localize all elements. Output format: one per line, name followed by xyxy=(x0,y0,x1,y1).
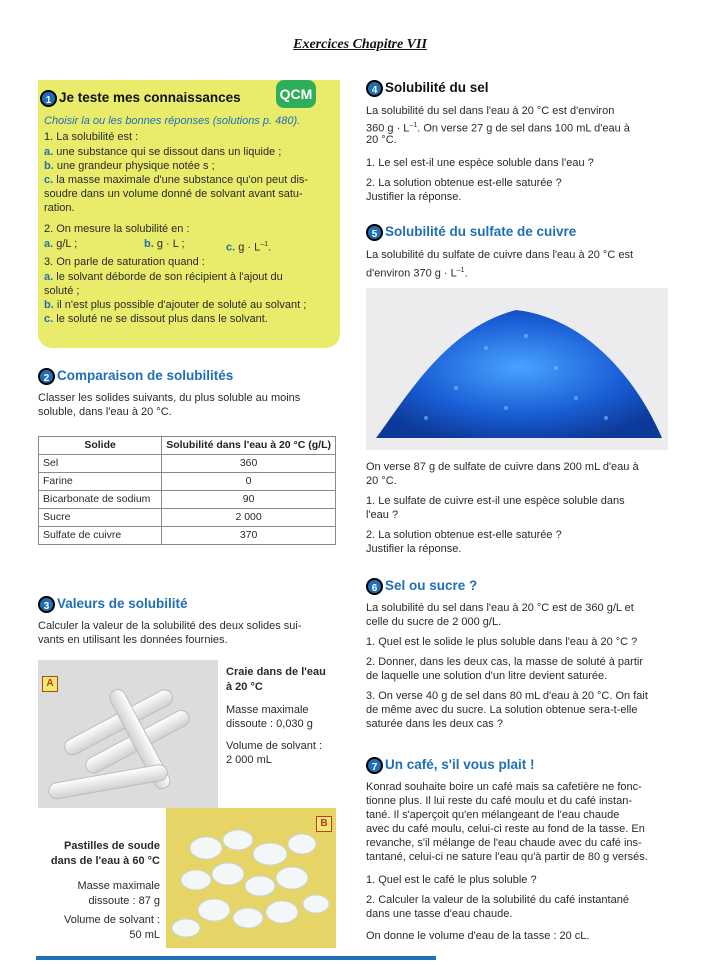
ex2-line1: Classer les solides suivants, du plus soluble au moins xyxy=(38,392,301,404)
soda-volume-line1: Volume de solvant : xyxy=(63,914,160,926)
ex7-line1: Konrad souhaite boire un café mais sa cafetière ne fonc- xyxy=(366,781,642,793)
qcm-q3-option-a xyxy=(44,271,283,284)
option-text: g · L ; xyxy=(153,238,185,250)
table-cell-solide: Sulfate de cuivre xyxy=(39,527,162,545)
qcm-q2-option-a xyxy=(44,238,77,251)
ex7-q2-line2: dans une tasse d'eau chaude. xyxy=(366,908,513,920)
qcm-q3-option-c xyxy=(44,313,268,326)
table-header-solubility: Solubilité dans l'eau à 20 °C (g/L) xyxy=(162,437,336,455)
ex7-line2: tionne plus. Il lui reste du café moulu et du café instan- xyxy=(366,795,632,807)
qcm-q1-option-c-line2: soudre dans un volume donné de solvant avant satu- xyxy=(44,188,303,200)
ex6-q3: 3. On verse 40 g de sel dans 80 mL d'eau à 20 °C. On fait xyxy=(366,690,648,702)
soda-mass-line1: Masse maximale xyxy=(77,880,160,892)
exercise-3-title: Valeurs de solubilité xyxy=(57,596,188,612)
option-text: g · L xyxy=(235,241,261,254)
ex5-q2: 2. La solution obtenue est-elle saturée ? xyxy=(366,529,562,541)
ex6-line2: celle du sucre de 2 000 g/L. xyxy=(366,616,502,628)
table-cell-value: 370 xyxy=(162,527,336,545)
option-letter: c. xyxy=(44,174,54,186)
ex4-line2 xyxy=(366,119,630,136)
page-title: Exercices Chapitre VII xyxy=(293,37,427,52)
ex7-q2: 2. Calculer la valeur de la solubilité du café instantané xyxy=(366,894,629,906)
ex7-line4: avec du café moulu, celui-ci reste au fond de la tasse. En xyxy=(366,823,645,835)
exercise-5-title: Solubilité du sulfate de cuivre xyxy=(385,224,577,240)
text-part: 360 g · L xyxy=(366,122,410,135)
soda-title-line1: Pastilles de soude xyxy=(64,840,160,852)
exercise-4-heading xyxy=(366,80,489,97)
copper-sulfate-photo xyxy=(366,288,668,450)
qcm-q3-option-a-line2: soluté ; xyxy=(44,285,80,297)
exponent: –1 xyxy=(260,241,269,248)
table-header-row xyxy=(39,437,336,455)
option-letter: a. xyxy=(44,238,54,250)
chalk-title-line1: Craie dans de l'eau xyxy=(226,666,326,678)
qcm-badge: QCM xyxy=(276,80,316,108)
ex5-q1-line2: l'eau ? xyxy=(366,509,399,521)
table-cell-solide: Bicarbonate de sodium xyxy=(39,491,162,509)
chalk-volume-line1: Volume de solvant : xyxy=(226,740,323,752)
option-letter: a. xyxy=(44,146,54,158)
option-text: une grandeur physique notée s ; xyxy=(53,160,215,172)
soda-mass-line2: dissoute : 87 g xyxy=(88,895,160,907)
ex5-after2: 20 °C. xyxy=(366,475,397,487)
exercise-7-heading xyxy=(366,757,535,774)
exercise-number-badge: 5 xyxy=(366,224,383,241)
option-text: le soluté ne se dissout plus dans le solvant. xyxy=(53,313,268,325)
exercise-6-title: Sel ou sucre ? xyxy=(385,578,478,594)
table-row xyxy=(39,473,336,491)
ex4-line1: La solubilité du sel dans l'eau à 20 °C est d'environ xyxy=(366,105,615,117)
option-text: le solvant déborde de son récipient à l'ajout du xyxy=(53,271,283,283)
ex4-line3: 20 °C. xyxy=(366,134,397,146)
option-letter: a. xyxy=(44,271,54,283)
option-text-end: . xyxy=(268,241,272,254)
table-row xyxy=(39,455,336,473)
solubility-table xyxy=(38,436,336,545)
qcm-intro: Choisir la ou les bonnes réponses (solutions p. 480). xyxy=(44,115,301,127)
photo-tag-a: A xyxy=(42,676,58,692)
soda-pellets-photo xyxy=(166,808,336,948)
exercise-5-heading xyxy=(366,224,576,241)
exponent: –1 xyxy=(456,267,465,274)
photo-tag-b: B xyxy=(316,816,332,832)
table-cell-value: 2 000 xyxy=(162,509,336,527)
page-footer-bar xyxy=(36,956,436,960)
ex6-q2: 2. Donner, dans les deux cas, la masse de soluté à partir xyxy=(366,656,643,668)
exercise-7-title: Un café, s'il vous plait ! xyxy=(385,757,535,773)
ex6-q1: 1. Quel est le solide le plus soluble dans l'eau à 20 °C ? xyxy=(366,636,638,648)
qcm-q2-option-b xyxy=(144,238,185,251)
table-header-solide: Solide xyxy=(39,437,162,455)
ex7-line6: tantané, celui-ci ne sature l'eau qu'à partir de 80 g versés. xyxy=(366,851,648,863)
exercise-2-title: Comparaison de solubilités xyxy=(57,368,234,384)
table-row xyxy=(39,509,336,527)
qcm-q2: 2. On mesure la solubilité en : xyxy=(44,223,190,235)
text-part: . xyxy=(464,267,468,280)
qcm-q2-option-c xyxy=(226,238,271,255)
qcm-q1-option-b xyxy=(44,160,215,173)
ex6-q3-line3: saturée dans les deux cas ? xyxy=(366,718,503,730)
table-row xyxy=(39,527,336,545)
ex5-q1: 1. Le sulfate de cuivre est-il une espèce soluble dans xyxy=(366,495,625,507)
table-row xyxy=(39,491,336,509)
qcm-q1-option-a xyxy=(44,146,281,159)
chalk-title-line2: à 20 °C xyxy=(226,681,263,693)
chalk-volume-line2: 2 000 mL xyxy=(226,754,272,766)
ex5-line1: La solubilité du sulfate de cuivre dans l'eau à 20 °C est xyxy=(366,249,633,261)
exercise-number-badge: 7 xyxy=(366,757,383,774)
ex4-q2: 2. La solution obtenue est-elle saturée ? xyxy=(366,177,562,189)
ex6-q2-line2: de laquelle une solution d'un litre devient saturée. xyxy=(366,670,608,682)
chalk-mass-line2: dissoute : 0,030 g xyxy=(226,718,313,730)
ex5-after1: On verse 87 g de sulfate de cuivre dans 200 mL d'eau à xyxy=(366,461,639,473)
exercise-2-heading xyxy=(38,368,233,385)
ex3-line1: Calculer la valeur de la solubilité des deux solides sui- xyxy=(38,620,302,632)
table-cell-value: 360 xyxy=(162,455,336,473)
text-part: d'environ 370 g · L xyxy=(366,267,457,280)
qcm-q1-option-c xyxy=(44,174,308,187)
ex6-q3-line2: de même avec du sucre. La solution obtenue sera-t-elle xyxy=(366,704,638,716)
chalk-mass-line1: Masse maximale xyxy=(226,704,309,716)
ex5-line2 xyxy=(366,264,468,281)
ex4-q1: 1. Le sel est-il une espèce soluble dans l'eau ? xyxy=(366,157,594,169)
copper-sulfate-pile-illustration xyxy=(366,288,668,450)
ex7-line5: revanche, s'il mélange de l'eau chaude avec du café ins- xyxy=(366,837,642,849)
ex2-line2: soluble, dans l'eau à 20 °C. xyxy=(38,406,172,418)
option-text: une substance qui se dissout dans un liquide ; xyxy=(53,146,282,158)
exercise-number-badge: 3 xyxy=(38,596,55,613)
table-cell-solide: Sucre xyxy=(39,509,162,527)
exercise-1-title: Je teste mes connaissances xyxy=(59,90,241,106)
chalk-photo xyxy=(38,660,218,808)
ex5-q2-justify: Justifier la réponse. xyxy=(366,543,462,555)
ex6-line1: La solubilité du sel dans l'eau à 20 °C est de 360 g/L et xyxy=(366,602,634,614)
ex7-line3: tané. Il s'aperçoit qu'en mélangeant de l'eau chaude xyxy=(366,809,620,821)
option-letter: b. xyxy=(44,160,54,172)
exercise-number-badge: 2 xyxy=(38,368,55,385)
option-letter: c. xyxy=(226,241,236,254)
exercise-3-heading xyxy=(38,596,188,613)
exercise-1-heading xyxy=(40,90,241,107)
qcm-q3: 3. On parle de saturation quand : xyxy=(44,256,205,268)
table-cell-solide: Sel xyxy=(39,455,162,473)
exercise-number-badge: 6 xyxy=(366,578,383,595)
soda-pellets-illustration xyxy=(166,808,336,948)
text-part: . On verse 27 g de sel dans 100 mL d'eau à xyxy=(417,122,630,135)
option-letter: b. xyxy=(144,238,154,250)
ex3-line2: vants en utilisant les données fournies. xyxy=(38,634,228,646)
qcm-q1-option-c-line3: ration. xyxy=(44,202,75,214)
exercise-number-badge: 4 xyxy=(366,80,383,97)
chalk-sticks-illustration xyxy=(38,660,218,808)
qcm-q3-option-b xyxy=(44,299,306,312)
option-letter: c. xyxy=(44,313,54,325)
qcm-q1: 1. La solubilité est : xyxy=(44,131,139,143)
option-letter: b. xyxy=(44,299,54,311)
soda-volume-line2: 50 mL xyxy=(129,929,160,941)
exponent: –1 xyxy=(409,122,418,129)
soda-title-line2: dans de l'eau à 60 °C xyxy=(50,855,160,867)
option-text: il n'est plus possible d'ajouter de soluté au solvant ; xyxy=(53,299,307,311)
ex7-q1: 1. Quel est le café le plus soluble ? xyxy=(366,874,537,886)
table-cell-value: 0 xyxy=(162,473,336,491)
ex4-q2-justify: Justifier la réponse. xyxy=(366,191,462,203)
exercise-6-heading xyxy=(366,578,477,595)
ex7-note: On donne le volume d'eau de la tasse : 20 cL. xyxy=(366,930,590,942)
option-text: la masse maximale d'une substance qu'on peut dis- xyxy=(53,174,309,186)
table-cell-solide: Farine xyxy=(39,473,162,491)
table-cell-value: 90 xyxy=(162,491,336,509)
exercise-4-title: Solubilité du sel xyxy=(385,80,489,96)
option-text: g/L ; xyxy=(53,238,78,250)
exercise-number-badge: 1 xyxy=(40,90,57,107)
